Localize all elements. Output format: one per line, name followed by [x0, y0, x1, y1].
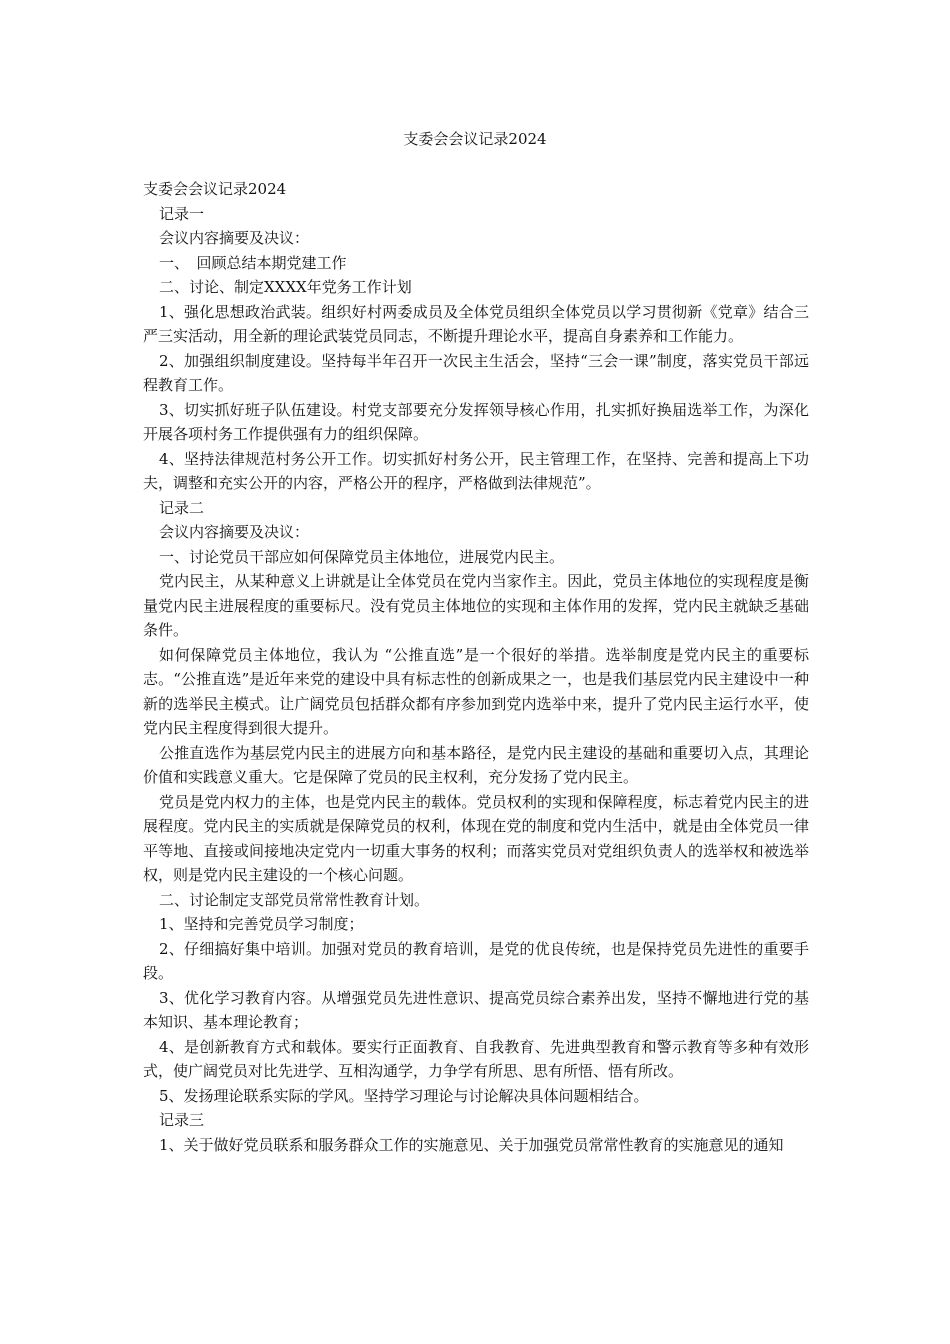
paragraph: 会议内容摘要及决议： — [159, 229, 310, 247]
paragraph: 如何保障党员主体地位，我认为 “公推直选”是一个很好的举措。选举制度是党内民主的重要标志。“公推直选”是近年来党的建设中具有标志性的创新成果之一，也是我们基层党内民主建设中一种新的选举民主模式。让广阔党员包括群众都有序参加到党内选举中来，提升了党内民主运行水平，使党内民主程度得到很大提升。 — [143, 645, 809, 737]
paragraph: 公推直选作为基层党内民主的进展方向和基本路径，是党内民主建设的基础和重要切入点，其理论价值和实践意义重大。它是保障了党员的民主权利，充分发扬了党内民主。 — [143, 743, 809, 786]
section-label-record-1: 记录一 — [159, 204, 205, 223]
paragraph: 一、 回顾总结本期党建工作 — [159, 253, 347, 272]
paragraph: 3、切实抓好班子队伍建设。村党支部要充分发挥领导核心作用，扎实抓好换届选举工作，为深化开展各项村务工作提供强有力的组织保障。 — [143, 400, 809, 443]
paragraph: 一、讨论党员干部应如何保障党员主体地位，进展党内民主。 — [159, 547, 565, 566]
paragraph: 1、关于做好党员联系和服务群众工作的实施意见、关于加强党员常常性教育的实施意见的通知 — [159, 1135, 784, 1154]
paragraph: 5、发扬理论联系实际的学风。坚持学习理论与讨论解决具体问题相结合。 — [159, 1086, 649, 1105]
paragraph: 1、强化思想政治武装。组织好村两委成员及全体党员组织全体党员以学习贯彻新《党章》结合三严三实活动，用全新的理论武装党员同志，不断提升理论水平，提高自身素养和工作能力。 — [143, 302, 809, 345]
document-title: 支委会会议记录2024 — [403, 130, 547, 148]
paragraph: 党内民主，从某种意义上讲就是让全体党员在党内当家作主。因此，党员主体地位的实现程度是衡量党内民主进展程度的重要标尺。没有党员主体地位的实现和主体作用的发挥，党内民主就缺乏基础条件。 — [143, 572, 809, 639]
section-label-record-2: 记录二 — [159, 498, 205, 517]
paragraph: 4、是创新教育方式和载体。要实行正面教育、自我教育、先进典型教育和警示教育等多种有效形式，使广阔党员对比先进学、互相沟通学，力争学有所思、思有所悟、悟有所改。 — [143, 1037, 809, 1080]
paragraph: 1、坚持和完善党员学习制度； — [159, 915, 364, 933]
paragraph: 2、仔细搞好集中培训。加强对党员的教育培训，是党的优良传统，也是保持党员先进性的重要手段。 — [143, 939, 809, 982]
paragraph: 二、讨论制定支部党员常常性教育计划。 — [159, 890, 430, 909]
paragraph: 2、加强组织制度建设。坚持每半年召开一次民主生活会，坚持“三会一课”制度，落实党员干部远程教育工作。 — [143, 351, 809, 394]
document-body — [143, 177, 809, 1157]
paragraph: 党员是党内权力的主体，也是党内民主的载体。党员权利的实现和保障程度，标志着党内民主的进展程度。党内民主的实质就是保障党员的权利，体现在党的制度和党内生活中，就是由全体党员一律平等地、直接或间接地决定党内一切重大事务的权利；而落实党员对党组织负责人的选举权和被选举权，则是党内民主建设的一个核心问题。 — [143, 792, 809, 884]
document-heading: 支委会会议记录2024 — [143, 180, 287, 198]
paragraph: 二、讨论、制定XXXX年党务工作计划 — [159, 278, 412, 296]
section-label-record-3: 记录三 — [159, 1111, 205, 1129]
paragraph: 4、坚持法律规范村务公开工作。切实抓好村务公开，民主管理工作，在坚持、完善和提高上下功夫，调整和充实公开的内容，严格公开的程序，严格做到法律规范”。 — [143, 449, 809, 492]
paragraph: 会议内容摘要及决议： — [159, 523, 310, 541]
paragraph: 3、优化学习教育内容。从增强党员先进性意识、提高党员综合素养出发，坚持不懈地进行党的基本知识、基本理论教育； — [143, 988, 809, 1031]
